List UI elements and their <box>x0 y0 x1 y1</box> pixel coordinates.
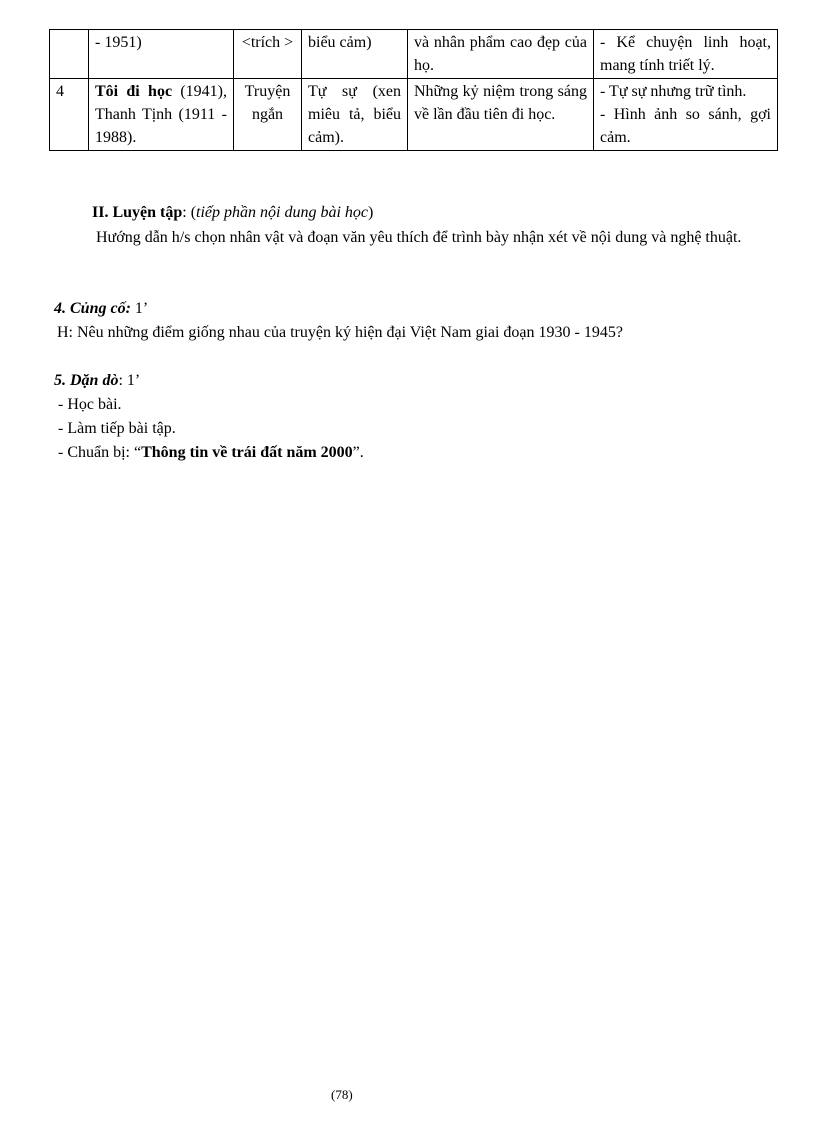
art-point: - Tự sự nhưng trữ tình. <box>600 83 747 100</box>
practice-note: tiếp phần nội dung bài học <box>196 204 369 221</box>
art-point: - Hình ảnh so sánh, gợi cảm. <box>600 106 771 146</box>
lesson-summary-table <box>49 29 778 151</box>
practice-heading-line <box>92 201 373 224</box>
consolidate-question: H: Nêu những điểm giống nhau của truyện ký hiện đại Việt Nam giai đoạn 1930 - 1945? <box>57 324 623 341</box>
genre-cell: Truyện ngắn <box>234 79 302 151</box>
next-lesson-title: Thông tin về trái đất năm 2000 <box>141 444 353 461</box>
consolidate-heading: 4. Củng cố: <box>54 300 131 317</box>
homework-item <box>58 441 364 464</box>
art-cell <box>594 79 778 151</box>
genre-cell: <trích > <box>234 30 302 79</box>
art-cell: - Kể chuyện linh hoạt, mang tính triết lý. <box>594 30 778 79</box>
practice-colon: : ( <box>182 204 197 221</box>
row-number-cell: 4 <box>50 79 89 151</box>
content-cell: và nhân phẩm cao đẹp của họ. <box>408 30 594 79</box>
consolidate-time: 1’ <box>130 300 149 317</box>
page-number: (78) <box>331 1087 353 1102</box>
homework-heading: 5. Dặn dò <box>54 372 119 389</box>
mode-cell: Tự sự (xen miêu tả, biểu cảm). <box>302 79 408 151</box>
practice-heading: II. Luyện tập <box>92 204 183 221</box>
practice-body: Hướng dẫn h/s chọn nhân vật và đoạn văn yêu thích để trình bày nhận xét về nội dung và nghệ thuật. <box>96 229 742 246</box>
homework-item: - Làm tiếp bài tập. <box>58 420 176 437</box>
work-title: Tôi đi học <box>95 83 173 100</box>
content-cell: Những kỷ niệm trong sáng về lần đầu tiên đi học. <box>408 79 594 151</box>
homework-item: - Học bài. <box>58 396 122 413</box>
homework-item-prefix: - Chuẩn bị: “ <box>58 444 142 461</box>
consolidate-heading-line <box>54 297 148 320</box>
mode-cell: biểu cảm) <box>302 30 408 79</box>
work-cell <box>89 79 234 151</box>
homework-item-suffix: ”. <box>352 444 364 461</box>
table-row <box>50 30 778 79</box>
practice-close: ) <box>368 204 374 221</box>
homework-time: : 1’ <box>118 372 141 389</box>
homework-heading-line <box>54 369 140 392</box>
work-cell: - 1951) <box>89 30 234 79</box>
table-row <box>50 79 778 151</box>
row-number-cell <box>50 30 89 79</box>
work-details: (1941), Thanh Tịnh (1911 - 1988). <box>95 83 227 146</box>
